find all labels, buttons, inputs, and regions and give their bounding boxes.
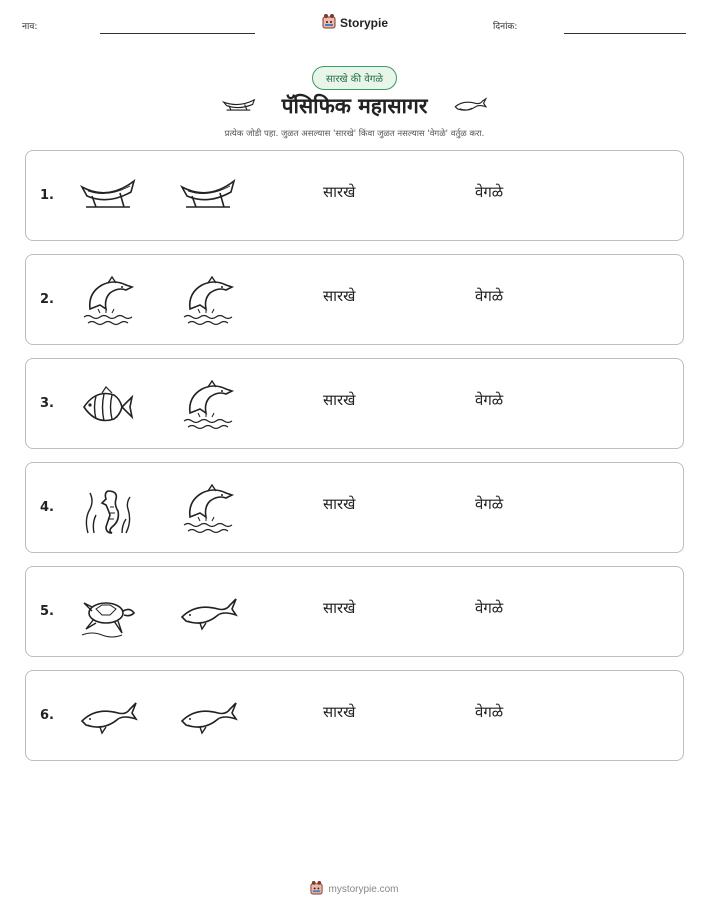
dolphin-icon bbox=[178, 275, 238, 331]
clownfish-icon bbox=[78, 379, 138, 435]
question-row-1 bbox=[25, 150, 684, 241]
question-row-6 bbox=[25, 670, 684, 761]
seahorse-icon bbox=[78, 483, 138, 539]
option-different[interactable]: वेगळे bbox=[475, 599, 504, 617]
dolphin-icon bbox=[78, 275, 138, 331]
option-different[interactable]: वेगळे bbox=[475, 287, 504, 305]
storypie-logo-icon bbox=[310, 880, 323, 899]
option-same[interactable]: सारखे bbox=[323, 495, 356, 513]
question-number: 6. bbox=[40, 708, 54, 723]
dolphin-icon bbox=[178, 379, 238, 435]
date-label: दिनांक: bbox=[493, 22, 518, 32]
option-same[interactable]: सारखे bbox=[323, 703, 356, 721]
whale-icon bbox=[178, 587, 238, 643]
question-row-3 bbox=[25, 358, 684, 449]
option-different[interactable]: वेगळे bbox=[475, 183, 504, 201]
name-label: नाव: bbox=[22, 22, 38, 32]
whale-icon bbox=[453, 96, 487, 118]
footer-link[interactable]: mystorypie.com bbox=[328, 884, 399, 895]
option-different[interactable]: वेगळे bbox=[475, 391, 504, 409]
outrigger-canoe-icon bbox=[178, 171, 238, 227]
option-different[interactable]: वेगळे bbox=[475, 495, 504, 513]
name-field[interactable] bbox=[100, 33, 255, 34]
question-number: 4. bbox=[40, 500, 54, 515]
question-number: 3. bbox=[40, 396, 54, 411]
sea-turtle-icon bbox=[78, 587, 138, 643]
instructions: प्रत्येक जोडी पहा. जुळत असल्यास 'सारखे' किंवा जुळत नसल्यास 'वेगळे' वर्तुळ करा. bbox=[224, 129, 485, 139]
whale-icon bbox=[178, 691, 238, 747]
option-same[interactable]: सारखे bbox=[323, 599, 356, 617]
question-number: 1. bbox=[40, 188, 54, 203]
worksheet-type-badge: सारखे की वेगळे bbox=[312, 66, 397, 90]
question-number: 2. bbox=[40, 292, 54, 307]
footer bbox=[0, 880, 709, 899]
dolphin-icon bbox=[178, 483, 238, 539]
brand bbox=[322, 13, 388, 33]
option-same[interactable]: सारखे bbox=[323, 287, 356, 305]
whale-icon bbox=[78, 691, 138, 747]
question-row-5 bbox=[25, 566, 684, 657]
storypie-logo-icon bbox=[322, 13, 336, 33]
question-row-4 bbox=[25, 462, 684, 553]
option-same[interactable]: सारखे bbox=[323, 391, 356, 409]
option-same[interactable]: सारखे bbox=[323, 183, 356, 201]
brand-name: Storypie bbox=[340, 16, 389, 30]
worksheet-title: पॅसिफिक महासागर bbox=[281, 94, 428, 118]
question-number: 5. bbox=[40, 604, 54, 619]
question-row-2 bbox=[25, 254, 684, 345]
outrigger-canoe-icon bbox=[78, 171, 138, 227]
date-field[interactable] bbox=[564, 33, 686, 34]
option-different[interactable]: वेगळे bbox=[475, 703, 504, 721]
worksheet-header bbox=[0, 0, 709, 40]
